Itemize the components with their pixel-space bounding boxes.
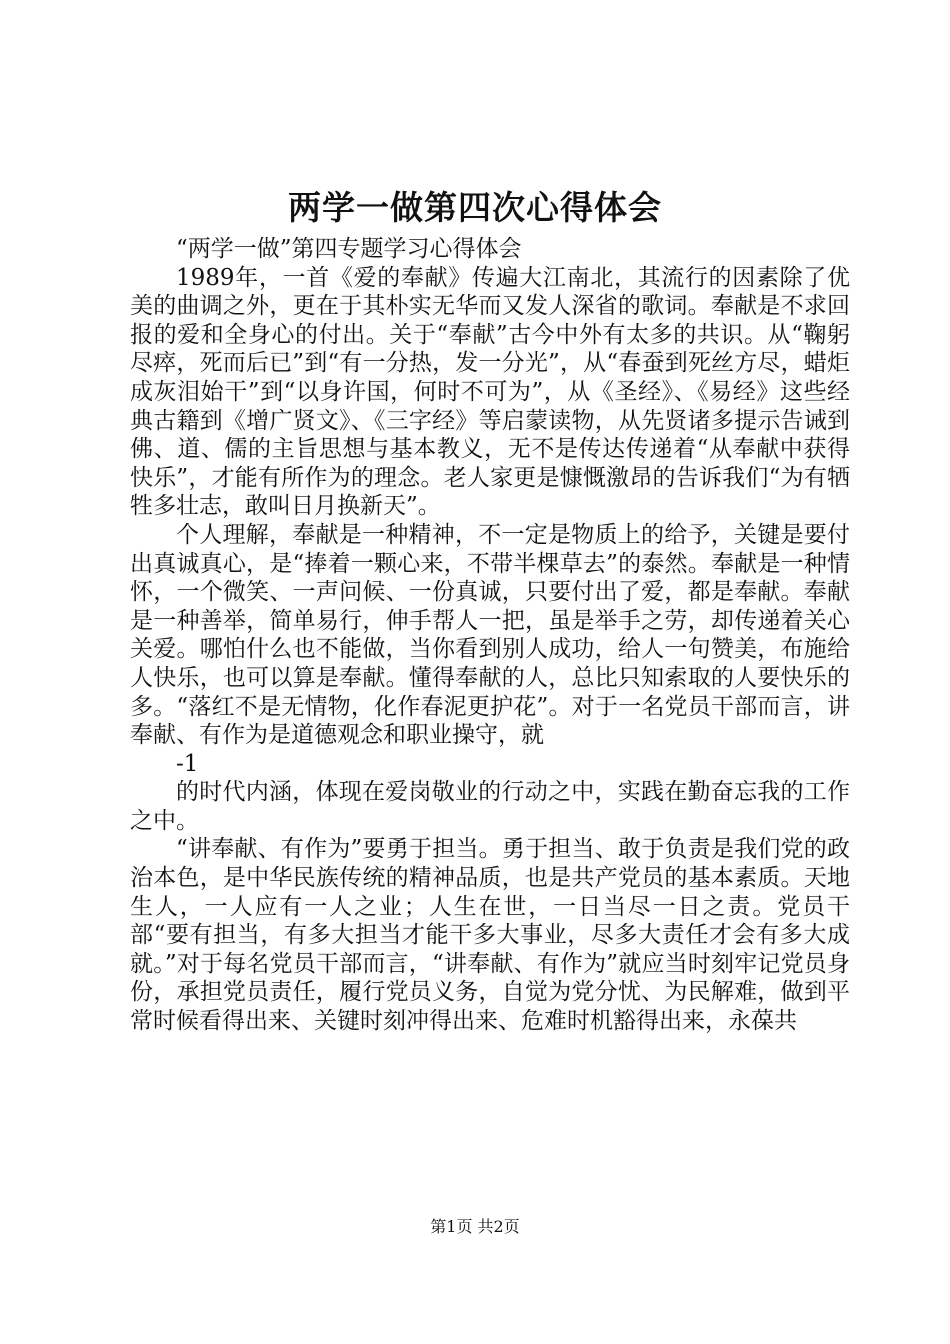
body-paragraph: 的时代内涵，体现在爱岗敬业的行动之中，实践在勤奋忘我的工作之中。 xyxy=(130,779,850,834)
document-body xyxy=(130,235,850,1036)
body-paragraph: 1989年，一首《爱的奉献》传遍大江南北，其流行的因素除了优美的曲调之外，更在于其朴实无华而又发人深省的歌词。奉献是不求回报的爱和全身心的付出。关于“奉献”古今中外有太多的共识。从“鞠躬尽瘁，死而后已”到“有一分热，发一分光”，从“春蚕到死丝方尽，蜡炬成灰泪始干”到“以身许国，何时不可为”，从《圣经》、《易经》这些经典古籍到《增广贤文》、《三字经》等启蒙读物，从先贤诸多提示告诫到佛、道、儒的主旨思想与基本教义，无不是传达传递着“从奉献中获得快乐”，才能有所作为的理念。老人家更是慷慨激昂的告诉我们“为有牺牲多壮志，敢叫日月换新天”。 xyxy=(130,264,850,520)
page-marker: -1 xyxy=(176,750,199,777)
document-title: 两学一做第四次心得体会 xyxy=(288,188,662,227)
page-footer: 第1页 共2页 xyxy=(430,1217,520,1236)
body-paragraph: “讲奉献、有作为”要勇于担当。勇于担当、敢于负责是我们党的政治本色，是中华民族传统的精神品质，也是共产党员的基本素质。天地生人，一人应有一人之业；人生在世，一日当尽一日之责。党员干部“要有担当，有多大担当才能干多大事业，尽多大责任才会有多大成就。”对于每名党员干部而言，“讲奉献、有作为”就应当时刻牢记党员身份，承担党员责任，履行党员义务，自觉为党分忧、为民解难，做到平常时候看得出来、关键时刻冲得出来、危难时机豁得出来，永葆共 xyxy=(130,836,850,1035)
subtitle-paragraph: “两学一做”第四专题学习心得体会 xyxy=(176,236,522,262)
body-paragraph: 个人理解，奉献是一种精神，不一定是物质上的给予，关键是要付出真诚真心，是“捧着一颗心来，不带半棵草去”的泰然。奉献是一种情怀，一个微笑、一声问候、一份真诚，只要付出了爱，都是奉献。奉献是一种善举，简单易行，伸手帮人一把，虽是举手之劳，却传递着关心关爱。哪怕什么也不能做，当你看到别人成功，给人一句赞美，布施给人快乐，也可以算是奉献。懂得奉献的人，总比只知索取的人要快乐的多。“落红不是无情物，化作春泥更护花”。对于一名党员干部而言，讲奉献、有作为是道德观念和职业操守，就 xyxy=(130,521,850,749)
